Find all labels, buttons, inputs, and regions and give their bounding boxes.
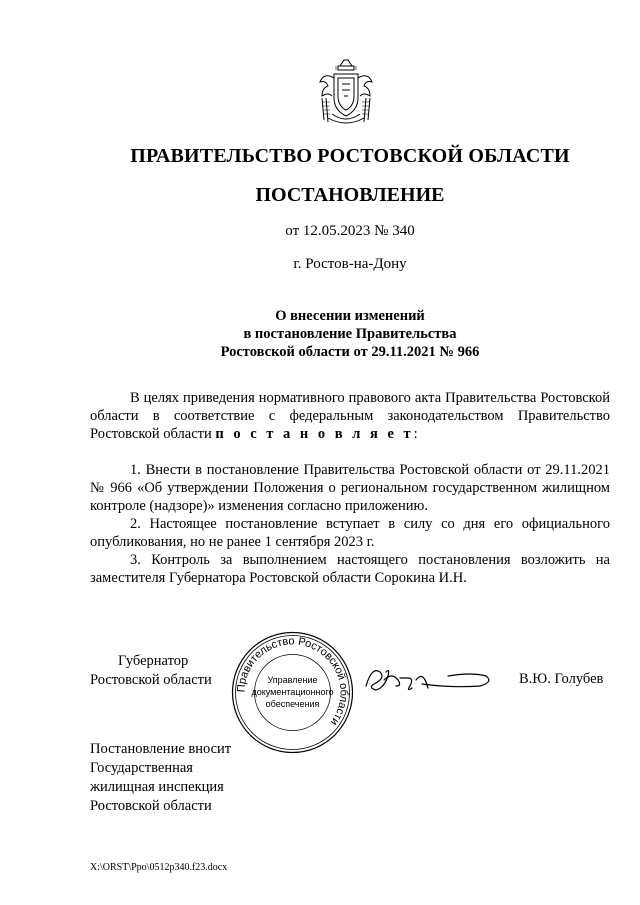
submitted-by-line: жилищная инспекция	[90, 779, 224, 795]
subject-line: Ростовской области от 29.11.2021 № 966	[220, 344, 480, 360]
organization-title: ПРАВИТЕЛЬСТВО РОСТОВСКОЙ ОБЛАСТИ	[130, 145, 570, 167]
decree-items	[90, 461, 610, 587]
preamble-text: В целях приведения нормативного правового акта Правительства Ростовской области в соответствие с федеральным законодательством Правительство Ростовской области	[90, 390, 610, 442]
official-stamp	[230, 630, 355, 755]
subject-heading	[0, 307, 640, 361]
city-line: г. Ростов-на-Дону	[293, 256, 407, 272]
coat-of-arms-emblem	[314, 58, 378, 130]
decree-item: 1. Внести в постановление Правительства Ростовской области от 29.11.2021 № 966 «Об утверждении Положения о региональном государственном жилищном контроле (надзоре)» изменения согласно приложению.	[90, 462, 610, 514]
document-type-heading: ПОСТАНОВЛЕНИЕ	[255, 184, 445, 206]
decree-item: 3. Контроль за выполнением настоящего постановления возложить на заместителя Губернатора Ростовской области Сорокина И.Н.	[90, 552, 610, 586]
decree-item: 2. Настоящее постановление вступает в силу со дня его официального опубликования, но не ранее 1 сентября 2023 г.	[90, 516, 610, 550]
preamble-suffix: :	[413, 426, 418, 442]
stamp-ring-text: Правительство Ростовской области	[235, 635, 350, 728]
handwritten-signature	[362, 658, 497, 698]
signatory-position	[90, 652, 212, 690]
subject-line: О внесении изменений	[275, 308, 425, 324]
stamp-inner-text: Управление	[267, 675, 318, 685]
submitted-by-note	[90, 740, 231, 816]
submitted-by-line: Государственная	[90, 760, 193, 776]
preamble-paragraph	[90, 389, 610, 443]
signatory-position-line: Губернатор	[118, 653, 189, 669]
decree-word: п о с т а н о в л я е т	[215, 426, 414, 442]
signatory-position-line: Ростовской области	[90, 672, 212, 688]
stamp-inner-text: документационного	[251, 687, 334, 697]
subject-line: в постановление Правительства	[243, 326, 457, 342]
file-path-footer: X:\ORST\Ppo\0512p340.f23.docx	[90, 862, 228, 873]
submitted-by-line: Постановление вносит	[90, 741, 232, 757]
date-number-line: от 12.05.2023 № 340	[285, 223, 415, 239]
submitted-by-line: Ростовской области	[90, 798, 212, 814]
signatory-name: В.Ю. Голубев	[519, 671, 604, 687]
stamp-inner-text: обеспечения	[265, 699, 320, 709]
